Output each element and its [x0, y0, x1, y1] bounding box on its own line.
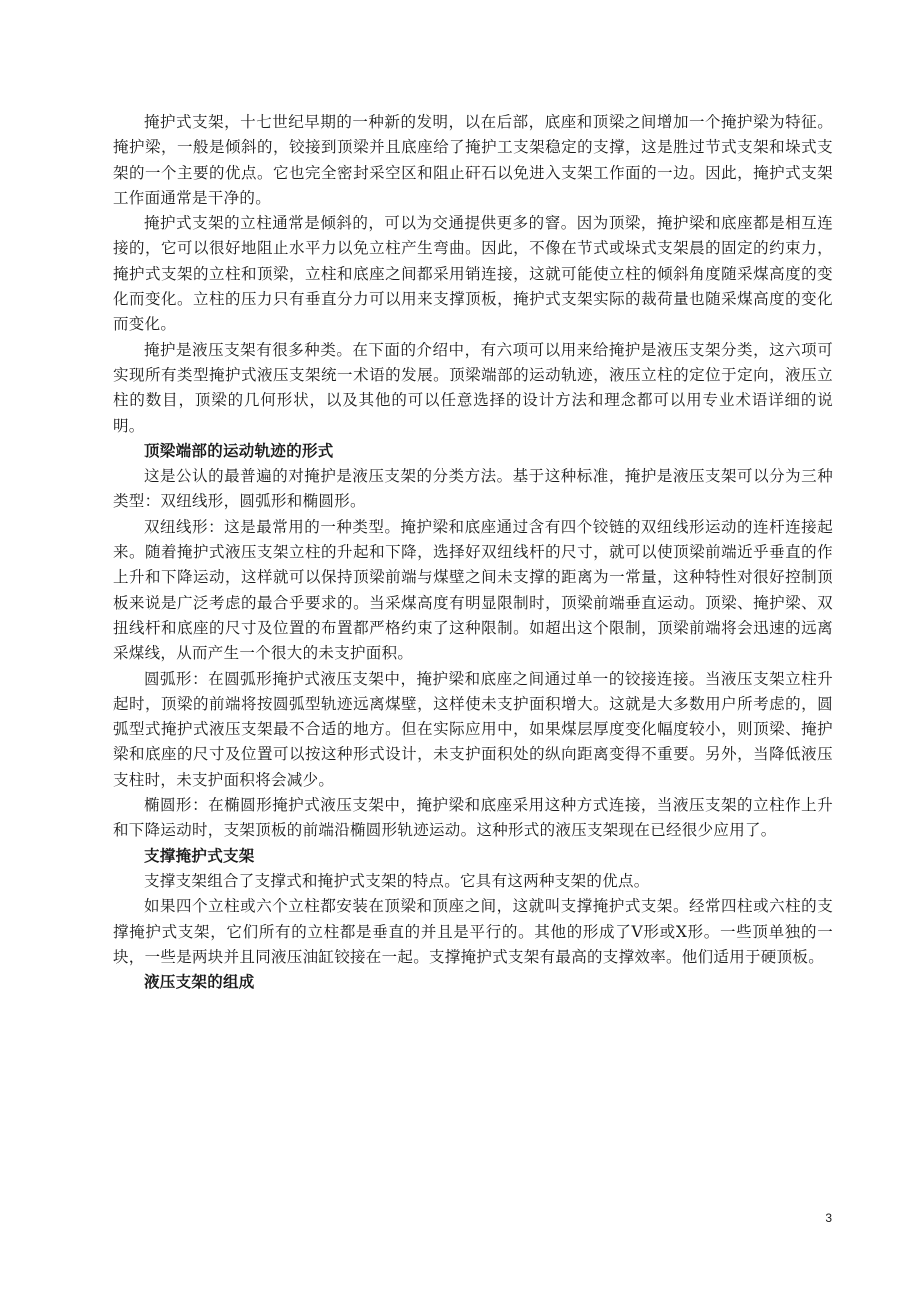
document-page [113, 110, 833, 995]
paragraph: 支撑支架组合了支撑式和掩护式支架的特点。它具有这两种支架的优点。 [144, 871, 650, 890]
page-number: 3 [825, 1211, 832, 1225]
paragraph: 掩护是液压支架有很多种类。在下面的介绍中，有六项可以用来给掩护是液压支架分类，这六项可实现所有类型掩护式液压支架统一术语的发展。顶梁端部的运动轨迹，液压立柱的定位于定向，液压立柱的数目，顶梁的几何形状，以及其他的可以任意选择的设计方法和理念都可以用专业术语详细的说明。 [113, 340, 833, 435]
paragraph: 椭圆形：在椭圆形掩护式液压支架中，掩护梁和底座采用这种方式连接，当液压支架的立柱作上升和下降运动时，支架顶板的前端沿椭圆形轨迹运动。这种形式的液压支架现在已经很少应用了。 [113, 796, 833, 840]
paragraph: 如果四个立柱或六个立柱都安装在顶梁和顶座之间，这就叫支撑掩护式支架。经常四柱或六柱的支撑掩护式支架，它们所有的立柱都是垂直的并且是平行的。其他的形成了V形或X形。一些顶单独的一块，一些是两块并且同液压油缸铰接在一起。支撑掩护式支架有最高的支撑效率。他们适用于硬顶板。 [113, 897, 833, 966]
section-heading: 顶梁端部的运动轨迹的形式 [144, 441, 334, 460]
section-heading: 液压支架的组成 [144, 973, 255, 992]
paragraph: 掩护式支架的立柱通常是倾斜的，可以为交通提供更多的窨。因为顶梁，掩护梁和底座都是相互连接的，它可以很好地阻止水平力以免立柱产生弯曲。因此，不像在节式或垛式支架晨的固定的约束力，掩护式支架的立柱和顶梁，立柱和底座之间都采用销连接，这就可能使立柱的倾斜角度随采煤高度的变化而变化。立柱的压力只有垂直分力可以用来支撑顶板，掩护式支架实际的裁荷量也随采煤高度的变化而变化。 [113, 214, 833, 334]
paragraph: 这是公认的最普遍的对掩护是液压支架的分类方法。基于这种标准，掩护是液压支架可以分为三种类型：双纽线形，圆弧形和椭圆形。 [113, 467, 833, 511]
paragraph: 双纽线形：这是最常用的一种类型。掩护梁和底座通过含有四个铰链的双纽线形运动的连杆连接起来。随着掩护式液压支架立柱的升起和下降，选择好双纽线杆的尺寸，就可以使顶梁前端近乎垂直的作上升和下降运动，这样就可以保持顶梁前端与煤壁之间未支撑的距离为一常量，这种特性对很好控制顶板来说是广泛考虑的最合乎要求的。当采煤高度有明显限制时，顶梁前端垂直运动。顶梁、掩护梁、双扭线杆和底座的尺寸及位置的布置都严格约束了这种限制。如超出这个限制，顶梁前端将会迅速的远离采煤线，从而产生一个很大的未支护面积。 [113, 517, 833, 663]
paragraph: 圆弧形：在圆弧形掩护式液压支架中，掩护梁和底座之间通过单一的铰接连接。当液压支架立柱升起时，顶梁的前端将按圆弧型轨迹远离煤壁，这样使未支护面积增大。这就是大多数用户所考虑的，圆弧型式掩护式液压支架最不合适的地方。但在实际应用中，如果煤层厚度变化幅度较小，则顶梁、掩护梁和底座的尺寸及位置可以按这种形式设计，未支护面积处的纵向距离变得不重要。另外，当降低液压支柱时，未支护面积将会减少。 [113, 669, 833, 789]
paragraph: 掩护式支架，十七世纪早期的一种新的发明，以在后部，底座和顶梁之间增加一个掩护梁为特征。掩护梁，一般是倾斜的，铰接到顶梁并且底座给了掩护工支架稳定的支撑，这是胜过节式支架和垛式支架的一个主要的优点。它也完全密封采空区和阻止矸石以免进入支架工作面的一边。因此，掩护式支架工作面通常是干净的。 [113, 113, 833, 207]
section-heading: 支撑掩护式支架 [144, 846, 255, 865]
